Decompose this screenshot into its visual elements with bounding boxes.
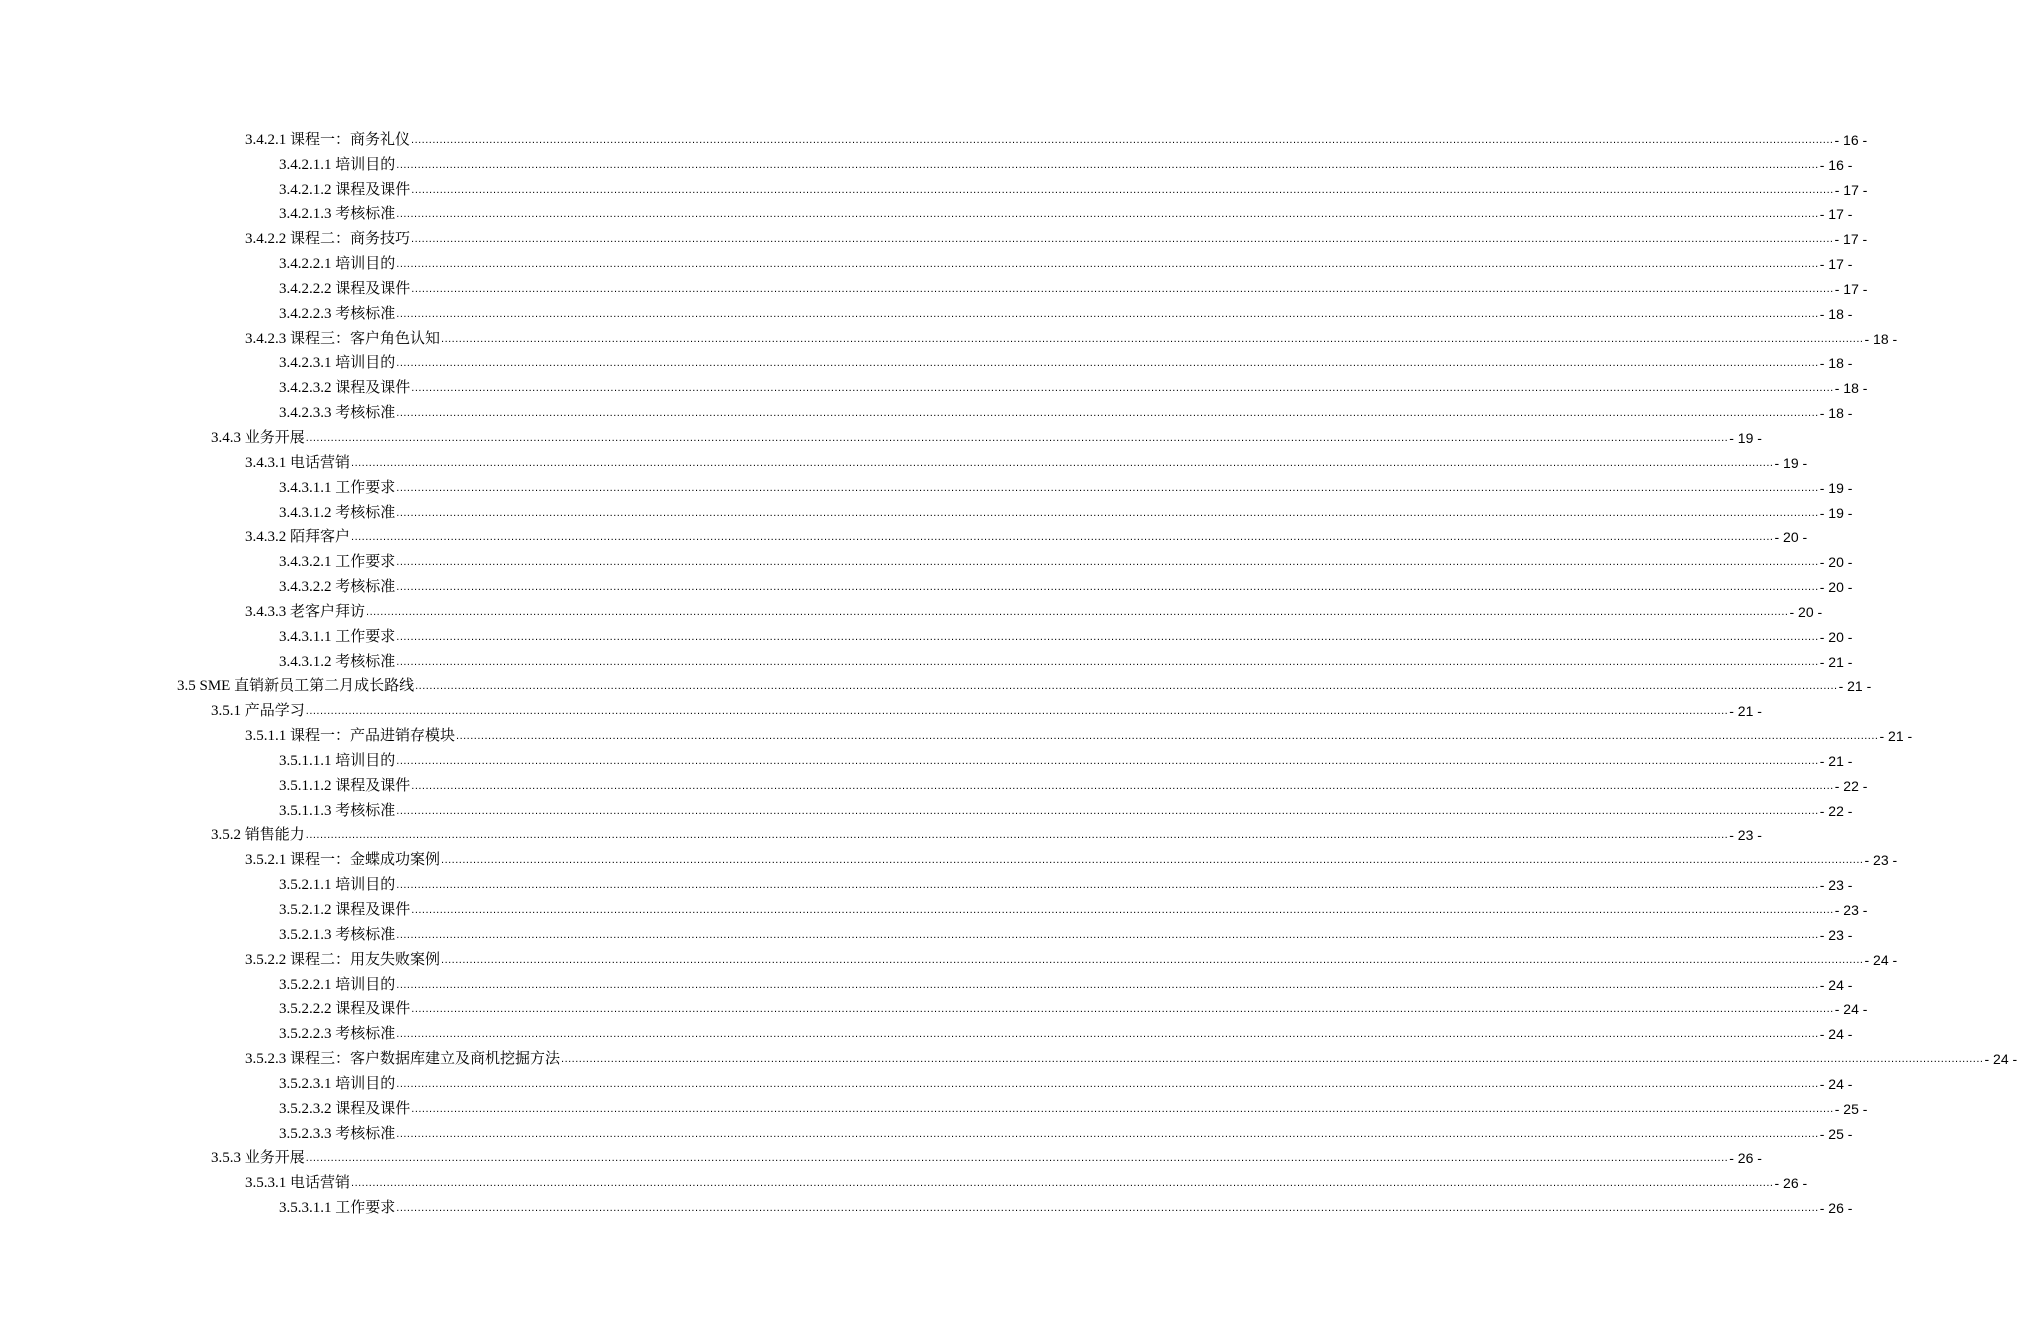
toc-entry-title: 3.4.2.1.1 培训目的 — [279, 156, 396, 173]
toc-entry[interactable] — [279, 1018, 1853, 1043]
toc-entry[interactable] — [177, 671, 1872, 696]
toc-entry-page-number: - 24 - — [1819, 1075, 1853, 1092]
toc-entry-title: 3.5.2.3.1 培训目的 — [279, 1075, 396, 1092]
toc-entry[interactable] — [245, 124, 1868, 149]
toc-entry[interactable] — [245, 720, 1913, 745]
toc-dot-leader: ................................................................................................................................................................................................................................................................................................................................................................................................................ — [396, 481, 1819, 494]
toc-dot-leader: ................................................................................................................................................................................................................................................................................................................................................................................................................ — [396, 630, 1819, 643]
toc-entry-page-number: - 20 - — [1774, 529, 1808, 546]
toc-entry-page-number: - 19 - — [1729, 429, 1762, 446]
toc-entry-title: 3.5.2 销售能力 — [211, 827, 305, 844]
toc-entry-title: 3.4.3 业务开展 — [211, 429, 305, 446]
toc-entry-page-number: - 20 - — [1819, 628, 1853, 645]
toc-entry[interactable] — [245, 944, 1898, 969]
toc-entry[interactable] — [279, 248, 1853, 273]
toc-entry-title: 3.4.3.3 老客户拜访 — [245, 603, 366, 620]
toc-entry[interactable] — [279, 497, 1853, 522]
toc-entry-title: 3.4.2.1.3 考核标准 — [279, 206, 396, 223]
toc-entry[interactable] — [279, 1093, 1868, 1118]
toc-entry[interactable] — [211, 820, 1762, 845]
toc-entry-page-number: - 18 - — [1819, 355, 1853, 372]
toc-dot-leader: ................................................................................................................................................................................................................................................................................................................................................................................................................ — [411, 183, 1834, 196]
toc-entry[interactable] — [279, 372, 1868, 397]
toc-dot-leader: ................................................................................................................................................................................................................................................................................................................................................................................................................ — [396, 978, 1819, 991]
toc-dot-leader: ................................................................................................................................................................................................................................................................................................................................................................................................................ — [396, 258, 1819, 271]
toc-entry-page-number: - 19 - — [1819, 479, 1853, 496]
toc-entry-title: 3.5.2.2.1 培训目的 — [279, 976, 396, 993]
toc-entry[interactable] — [279, 348, 1853, 373]
toc-dot-leader: ................................................................................................................................................................................................................................................................................................................................................................................................................ — [396, 357, 1819, 370]
toc-dot-leader: ................................................................................................................................................................................................................................................................................................................................................................................................................ — [351, 1177, 1774, 1190]
toc-entry-page-number: - 20 - — [1819, 554, 1853, 571]
toc-entry-title: 3.5.1.1.3 考核标准 — [279, 802, 396, 819]
toc-entry-page-number: - 16 - — [1819, 156, 1853, 173]
toc-entry[interactable] — [245, 522, 1808, 547]
toc-dot-leader: ................................................................................................................................................................................................................................................................................................................................................................................................................ — [305, 705, 1729, 718]
toc-dot-leader: ................................................................................................................................................................................................................................................................................................................................................................................................................ — [561, 1053, 1984, 1066]
toc-dot-leader: ................................................................................................................................................................................................................................................................................................................................................................................................................ — [441, 953, 1864, 966]
toc-entry[interactable] — [279, 1118, 1853, 1143]
toc-entry-title: 3.5.2.2.3 考核标准 — [279, 1026, 396, 1043]
toc-entry-title: 3.4.3.1.2 考核标准 — [279, 504, 396, 521]
toc-entry-title: 3.5.2.1.3 考核标准 — [279, 926, 396, 943]
toc-entry-page-number: - 21 - — [1729, 703, 1762, 720]
toc-dot-leader: ................................................................................................................................................................................................................................................................................................................................................................................................................ — [396, 581, 1819, 594]
toc-entry-title: 3.5.2.1.1 培训目的 — [279, 877, 396, 894]
toc-entry[interactable] — [279, 894, 1868, 919]
toc-entry-page-number: - 20 - — [1819, 579, 1853, 596]
toc-entry[interactable] — [279, 546, 1853, 571]
toc-entry-page-number: - 25 - — [1834, 1100, 1868, 1117]
toc-entry-page-number: - 23 - — [1819, 926, 1853, 943]
toc-dot-leader: ................................................................................................................................................................................................................................................................................................................................................................................................................ — [411, 904, 1834, 916]
toc-dot-leader: ................................................................................................................................................................................................................................................................................................................................................................................................................ — [396, 506, 1819, 519]
toc-dot-leader: ................................................................................................................................................................................................................................................................................................................................................................................................................ — [411, 133, 1834, 146]
toc-dot-leader: ................................................................................................................................................................................................................................................................................................................................................................................................................ — [396, 1127, 1819, 1140]
toc-entry[interactable] — [279, 174, 1868, 199]
toc-dot-leader: ................................................................................................................................................................................................................................................................................................................................................................................................................ — [396, 754, 1819, 767]
toc-entry-page-number: - 17 - — [1834, 280, 1868, 297]
toc-entry[interactable] — [279, 869, 1853, 894]
toc-entry-title: 3.4.3.2 陌拜客户 — [245, 529, 351, 546]
toc-entry[interactable] — [279, 149, 1853, 174]
toc-entry-title: 3.5.2.3.2 课程及课件 — [279, 1100, 411, 1117]
toc-dot-leader: ................................................................................................................................................................................................................................................................................................................................................................................................................ — [441, 854, 1864, 867]
toc-entry[interactable] — [279, 397, 1853, 422]
toc-dot-leader: ................................................................................................................................................................................................................................................................................................................................................................................................................ — [415, 680, 1838, 693]
toc-entry-title: 3.5.1.1.1 培训目的 — [279, 752, 396, 769]
toc-entry[interactable] — [279, 770, 1868, 795]
toc-entry-page-number: - 26 - — [1729, 1150, 1762, 1167]
toc-entry[interactable] — [279, 1068, 1853, 1093]
toc-dot-leader: ................................................................................................................................................................................................................................................................................................................................................................................................................ — [411, 1003, 1834, 1016]
toc-dot-leader: ................................................................................................................................................................................................................................................................................................................................................................................................................ — [396, 804, 1819, 817]
toc-entry[interactable] — [245, 844, 1898, 869]
toc-dot-leader: ................................................................................................................................................................................................................................................................................................................................................................................................................ — [396, 208, 1819, 221]
toc-dot-leader: ................................................................................................................................................................................................................................................................................................................................................................................................................ — [396, 1028, 1819, 1041]
toc-entry-page-number: - 24 - — [1819, 976, 1853, 993]
toc-entry[interactable] — [211, 695, 1762, 720]
toc-entry[interactable] — [279, 745, 1853, 770]
toc-dot-leader: ................................................................................................................................................................................................................................................................................................................................................................................................................ — [305, 1152, 1729, 1165]
toc-entry-title: 3.5.2.1 课程一：金蝶成功案例 — [245, 852, 441, 869]
toc-entry[interactable] — [279, 298, 1853, 323]
toc-entry[interactable] — [245, 1043, 2017, 1068]
toc-entry-page-number: - 21 - — [1879, 728, 1913, 745]
toc-entry-title: 3.4.3.2.2 考核标准 — [279, 579, 396, 596]
toc-dot-leader: ................................................................................................................................................................................................................................................................................................................................................................................................................ — [396, 158, 1819, 171]
toc-entry-page-number: - 24 - — [1834, 1001, 1868, 1018]
toc-entry[interactable] — [245, 596, 1823, 621]
toc-entry-page-number: - 24 - — [1984, 1051, 2017, 1068]
toc-entry[interactable] — [211, 1143, 1762, 1168]
toc-dot-leader: ................................................................................................................................................................................................................................................................................................................................................................................................................ — [411, 233, 1834, 246]
toc-entry-title: 3.4.2.1.2 课程及课件 — [279, 181, 411, 198]
toc-entry[interactable] — [279, 969, 1853, 994]
toc-entry[interactable] — [279, 646, 1853, 671]
toc-dot-leader: ................................................................................................................................................................................................................................................................................................................................................................................................................ — [411, 779, 1834, 792]
toc-entry[interactable] — [245, 323, 1898, 348]
toc-entry-title: 3.4.2.3.1 培训目的 — [279, 355, 396, 372]
toc-entry-title: 3.4.2.2.2 课程及课件 — [279, 280, 411, 297]
toc-entry-page-number: - 24 - — [1864, 951, 1898, 968]
toc-entry[interactable] — [279, 795, 1853, 820]
toc-dot-leader: ................................................................................................................................................................................................................................................................................................................................................................................................................ — [441, 332, 1864, 345]
toc-dot-leader: ................................................................................................................................................................................................................................................................................................................................................................................................................ — [366, 605, 1789, 618]
toc-entry-title: 3.5.1.1 课程一：产品进销存模块 — [245, 728, 456, 745]
toc-dot-leader: ................................................................................................................................................................................................................................................................................................................................................................................................................ — [396, 407, 1819, 420]
toc-entry-title: 3.4.2.2.3 考核标准 — [279, 305, 396, 322]
toc-entry-title: 3.5.3.1 电话营销 — [245, 1175, 351, 1192]
toc-entry-page-number: - 18 - — [1864, 330, 1898, 347]
toc-entry[interactable] — [279, 571, 1853, 596]
toc-entry-page-number: - 17 - — [1819, 256, 1853, 273]
toc-entry[interactable] — [279, 919, 1853, 944]
toc-entry-title: 3.4.2.3.3 考核标准 — [279, 405, 396, 422]
toc-dot-leader: ................................................................................................................................................................................................................................................................................................................................................................................................................ — [305, 829, 1729, 842]
table-of-contents — [0, 124, 2017, 1217]
toc-entry-page-number: - 23 - — [1834, 902, 1868, 918]
toc-dot-leader: ................................................................................................................................................................................................................................................................................................................................................................................................................ — [411, 1102, 1834, 1115]
toc-entry-title: 3.5.2.1.2 课程及课件 — [279, 902, 411, 918]
toc-entry-page-number: - 17 - — [1834, 181, 1868, 198]
toc-entry-page-number: - 21 - — [1819, 752, 1853, 769]
toc-entry[interactable] — [279, 994, 1868, 1019]
toc-entry-title: 3.4.3.1.1 工作要求 — [279, 479, 396, 496]
toc-entry[interactable] — [211, 422, 1762, 447]
toc-entry-title: 3.4.2.2.1 培训目的 — [279, 256, 396, 273]
toc-dot-leader: ................................................................................................................................................................................................................................................................................................................................................................................................................ — [411, 282, 1834, 295]
toc-dot-leader: ................................................................................................................................................................................................................................................................................................................................................................................................................ — [396, 655, 1819, 668]
toc-entry-title: 3.4.3.1.2 考核标准 — [279, 653, 396, 670]
toc-dot-leader: ................................................................................................................................................................................................................................................................................................................................................................................................................ — [351, 531, 1774, 544]
toc-entry-title: 3.4.2.2 课程二：商务技巧 — [245, 231, 411, 248]
toc-dot-leader: ................................................................................................................................................................................................................................................................................................................................................................................................................ — [456, 730, 1879, 743]
toc-dot-leader: ................................................................................................................................................................................................................................................................................................................................................................................................................ — [396, 1077, 1819, 1090]
toc-entry-page-number: - 23 - — [1864, 852, 1898, 869]
toc-entry[interactable] — [279, 472, 1853, 497]
toc-entry-title: 3.5.3.1.1 工作要求 — [279, 1200, 396, 1217]
toc-entry-page-number: - 24 - — [1819, 1026, 1853, 1043]
toc-entry-title: 3.4.3.1.1 工作要求 — [279, 628, 396, 645]
toc-entry-title: 3.4.2.3.2 课程及课件 — [279, 380, 411, 397]
toc-dot-leader: ................................................................................................................................................................................................................................................................................................................................................................................................................ — [351, 456, 1774, 469]
toc-entry-title: 3.5.1.1.2 课程及课件 — [279, 777, 411, 794]
toc-entry-page-number: - 20 - — [1789, 603, 1823, 620]
toc-entry[interactable] — [245, 1167, 1808, 1192]
toc-entry-title: 3.5.2.3 课程三：客户数据库建立及商机挖掘方法 — [245, 1051, 561, 1068]
toc-entry-title: 3.4.2.1 课程一：商务礼仪 — [245, 131, 411, 148]
toc-entry-page-number: - 21 - — [1819, 653, 1853, 670]
toc-entry[interactable] — [279, 621, 1853, 646]
toc-entry-page-number: - 18 - — [1834, 380, 1868, 397]
toc-entry-title: 3.4.2.3 课程三：客户角色认知 — [245, 330, 441, 347]
toc-entry[interactable] — [279, 199, 1853, 224]
toc-dot-leader: ................................................................................................................................................................................................................................................................................................................................................................................................................ — [396, 928, 1819, 941]
toc-entry-page-number: - 18 - — [1819, 305, 1853, 322]
toc-entry-page-number: - 17 - — [1819, 206, 1853, 223]
toc-entry-page-number: - 22 - — [1834, 777, 1868, 794]
toc-entry[interactable] — [245, 223, 1868, 248]
toc-entry-page-number: - 22 - — [1819, 802, 1853, 819]
toc-entry-page-number: - 19 - — [1819, 504, 1853, 521]
toc-entry-title: 3.5 SME 直销新员工第二月成长路线 — [177, 678, 415, 695]
toc-dot-leader: ................................................................................................................................................................................................................................................................................................................................................................................................................ — [411, 382, 1834, 395]
toc-entry-page-number: - 26 - — [1774, 1175, 1808, 1192]
toc-entry-page-number: - 23 - — [1729, 827, 1762, 844]
toc-dot-leader: ................................................................................................................................................................................................................................................................................................................................................................................................................ — [396, 307, 1819, 320]
toc-entry-title: 3.5.2.2.2 课程及课件 — [279, 1001, 411, 1018]
toc-dot-leader: ................................................................................................................................................................................................................................................................................................................................................................................................................ — [396, 556, 1819, 569]
toc-entry-page-number: - 18 - — [1819, 405, 1853, 422]
toc-entry-page-number: - 17 - — [1834, 231, 1868, 248]
toc-entry-title: 3.5.3 业务开展 — [211, 1150, 305, 1167]
toc-entry-page-number: - 26 - — [1819, 1200, 1853, 1217]
toc-entry-title: 3.5.2.2 课程二：用友失败案例 — [245, 951, 441, 968]
toc-entry[interactable] — [279, 273, 1868, 298]
toc-dot-leader: ................................................................................................................................................................................................................................................................................................................................................................................................................ — [396, 1202, 1819, 1215]
toc-entry[interactable] — [279, 1192, 1853, 1217]
toc-entry-title: 3.5.1 产品学习 — [211, 703, 305, 720]
toc-dot-leader: ................................................................................................................................................................................................................................................................................................................................................................................................................ — [396, 879, 1819, 892]
toc-entry[interactable] — [245, 447, 1808, 472]
toc-entry-page-number: - 19 - — [1774, 454, 1808, 471]
toc-dot-leader: ................................................................................................................................................................................................................................................................................................................................................................................................................ — [305, 431, 1729, 444]
toc-entry-page-number: - 23 - — [1819, 877, 1853, 894]
toc-entry-page-number: - 21 - — [1838, 678, 1872, 695]
toc-entry-page-number: - 16 - — [1834, 131, 1868, 148]
toc-entry-title: 3.4.3.1 电话营销 — [245, 454, 351, 471]
toc-entry-title: 3.5.2.3.3 考核标准 — [279, 1125, 396, 1142]
toc-entry-page-number: - 25 - — [1819, 1125, 1853, 1142]
toc-entry-title: 3.4.3.2.1 工作要求 — [279, 554, 396, 571]
